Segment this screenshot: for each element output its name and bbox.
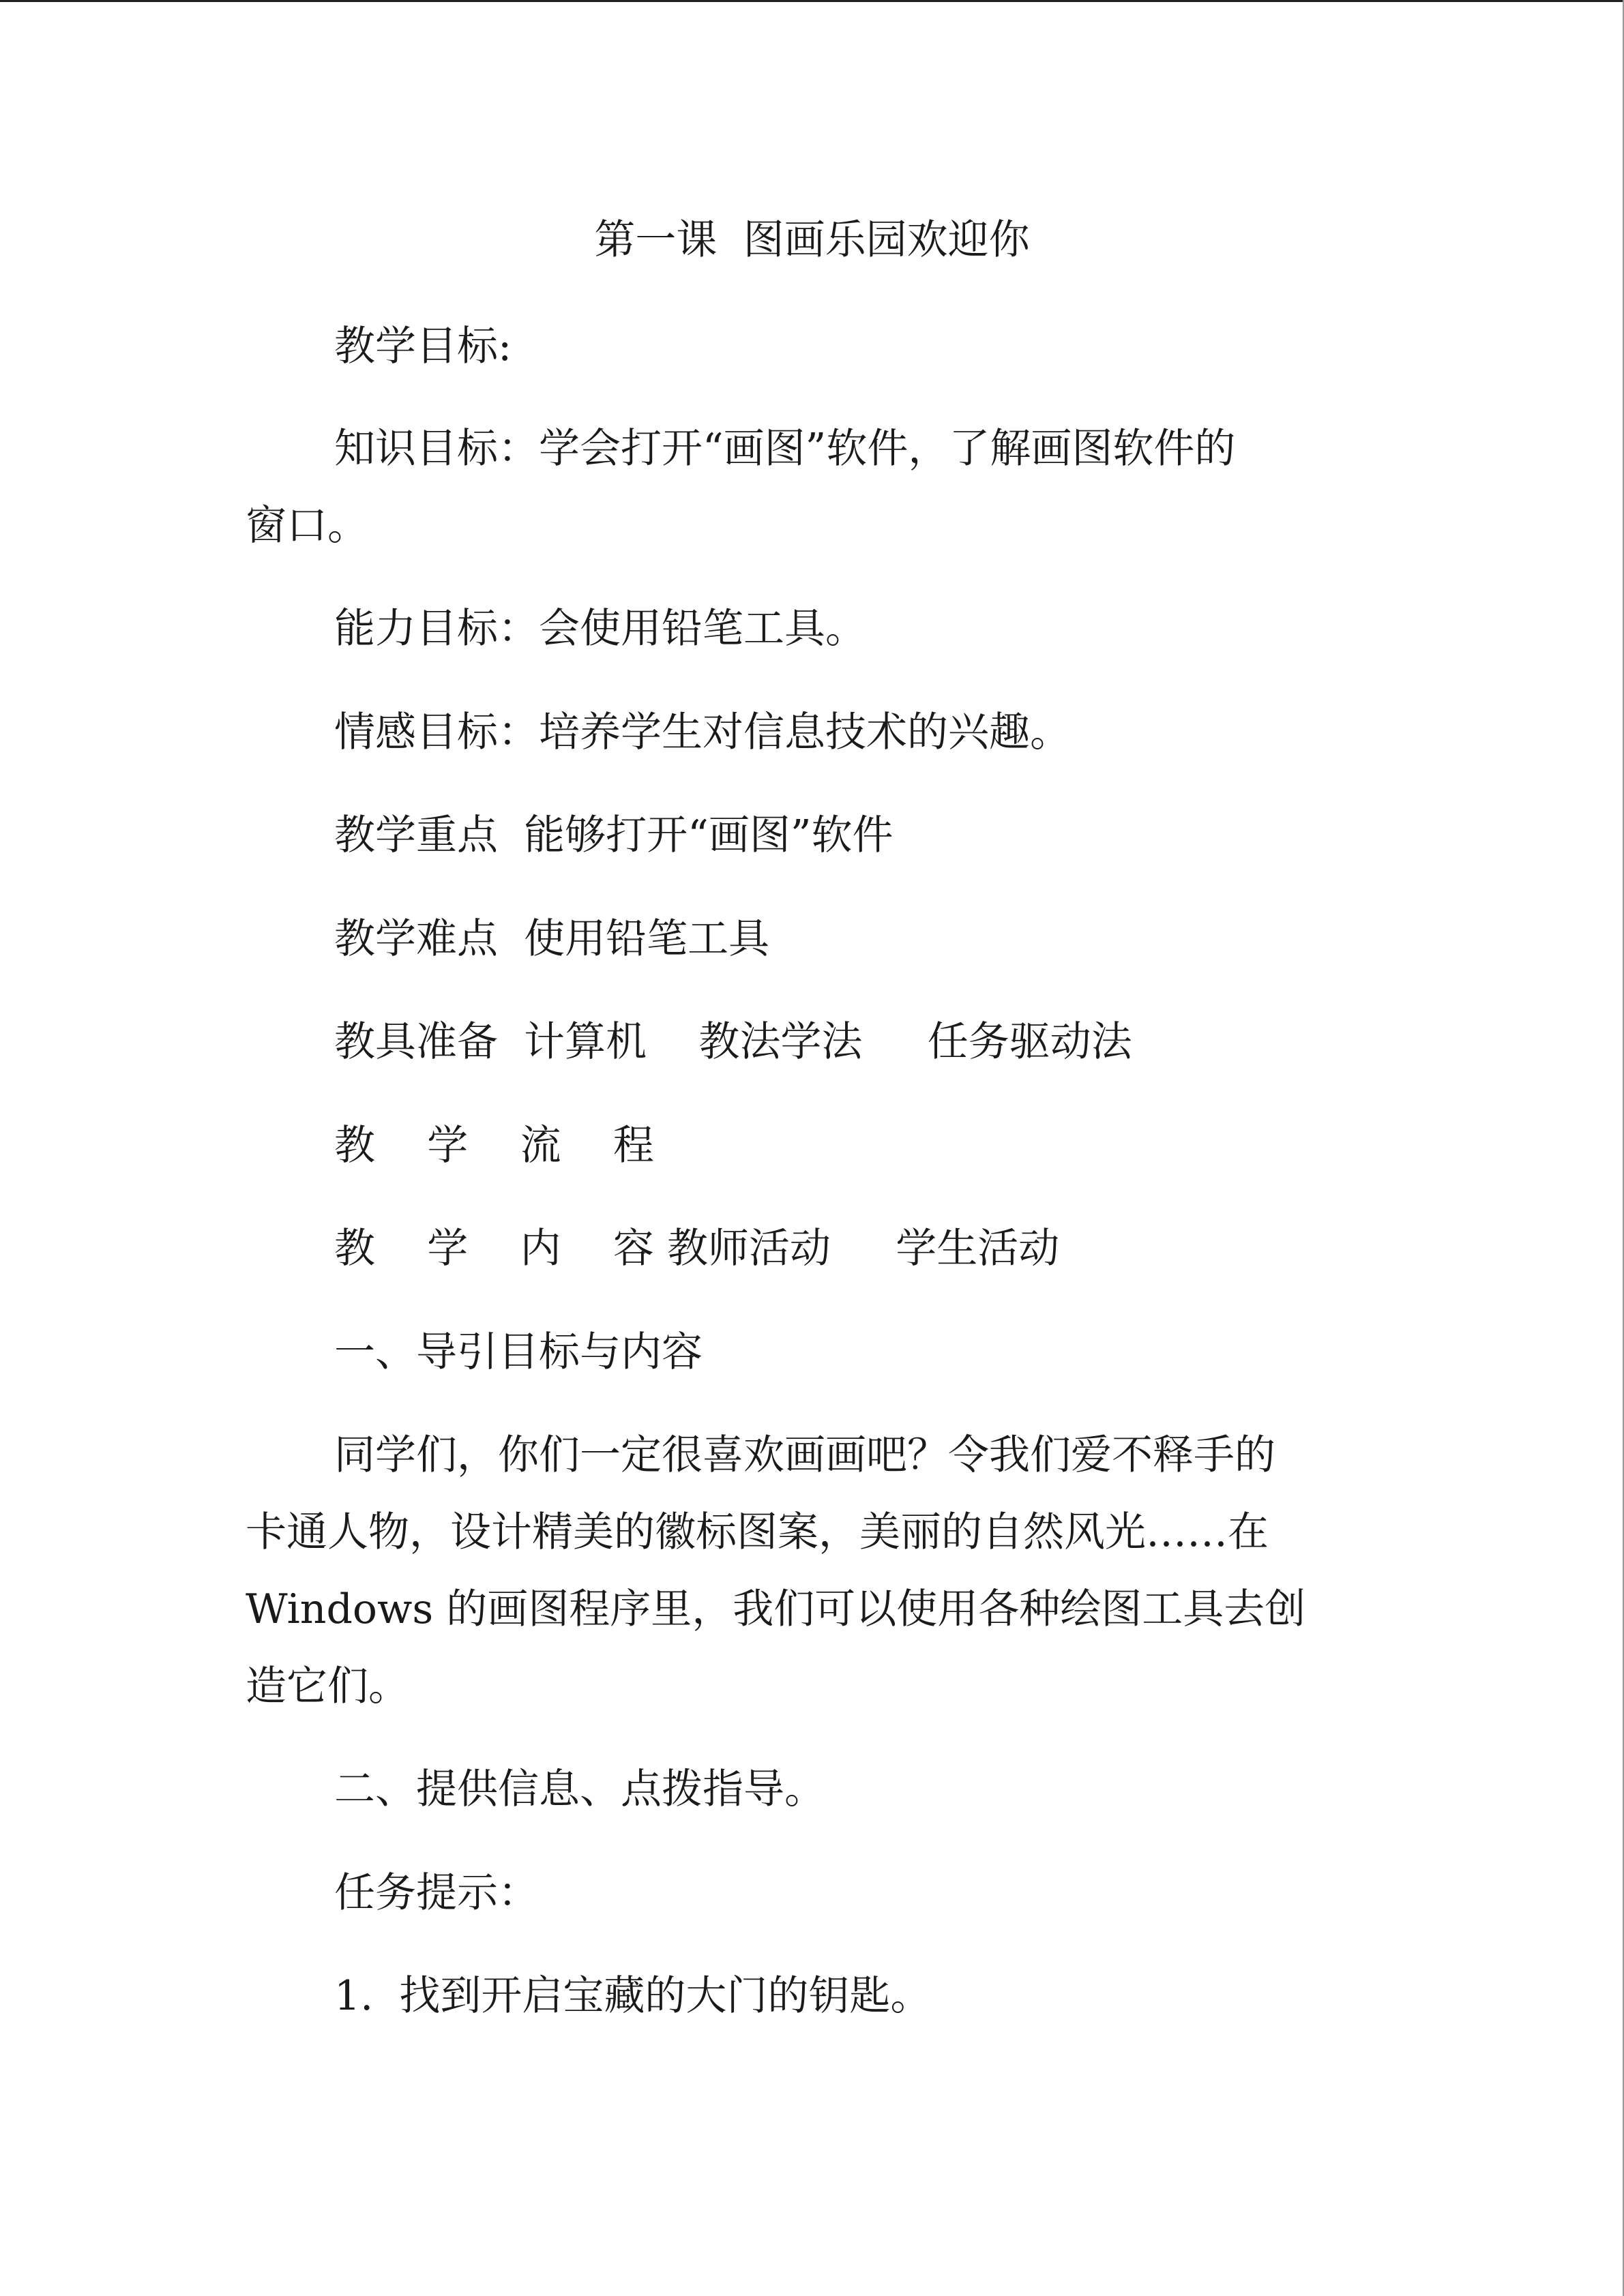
knowledge-objective-line-1: 知识目标：学会打开“画图”软件，了解画图软件的	[334, 425, 1236, 473]
task-hint-heading: 任务提示：	[334, 1869, 539, 1917]
intro-paragraph-line-3: Windows 的画图程序里，我们可以使用各种绘图工具去创	[246, 1585, 1306, 1633]
teaching-aids: 教具准备 计算机 教法学法 任务驱动法	[334, 1018, 1132, 1066]
emotional-objective: 情感目标：培养学生对信息技术的兴趣。	[334, 709, 1071, 756]
teaching-focus: 教学重点 能够打开“画图”软件	[334, 811, 894, 859]
page-top-border	[0, 0, 1624, 2]
knowledge-objective-line-2: 窗口。	[246, 502, 368, 550]
section-one-heading: 一、导引目标与内容	[334, 1328, 703, 1376]
intro-paragraph-line-1: 同学们，你们一定很喜欢画画吧？令我们爱不释手的	[334, 1431, 1275, 1479]
intro-paragraph-line-2: 卡通人物，设计精美的徽标图案，美丽的自然风光……在	[246, 1508, 1269, 1556]
teaching-difficulty: 教学难点 使用铅笔工具	[334, 915, 770, 963]
section-two-heading: 二、提供信息、点拨指导。	[334, 1765, 825, 1813]
task-item-1: 1. 找到开启宝藏的大门的钥匙。	[334, 1972, 932, 2020]
lesson-title: 第一课 图画乐园欢迎你	[594, 216, 1030, 264]
teaching-process-heading: 教 学 流 程	[334, 1122, 654, 1169]
teaching-content-header: 教 学 内 容 教师活动 学生活动	[334, 1225, 1060, 1272]
ability-objective: 能力目标：会使用铅笔工具。	[334, 605, 866, 653]
intro-paragraph-line-4: 造它们。	[246, 1663, 409, 1710]
teaching-objectives-heading: 教学目标:	[334, 323, 512, 370]
